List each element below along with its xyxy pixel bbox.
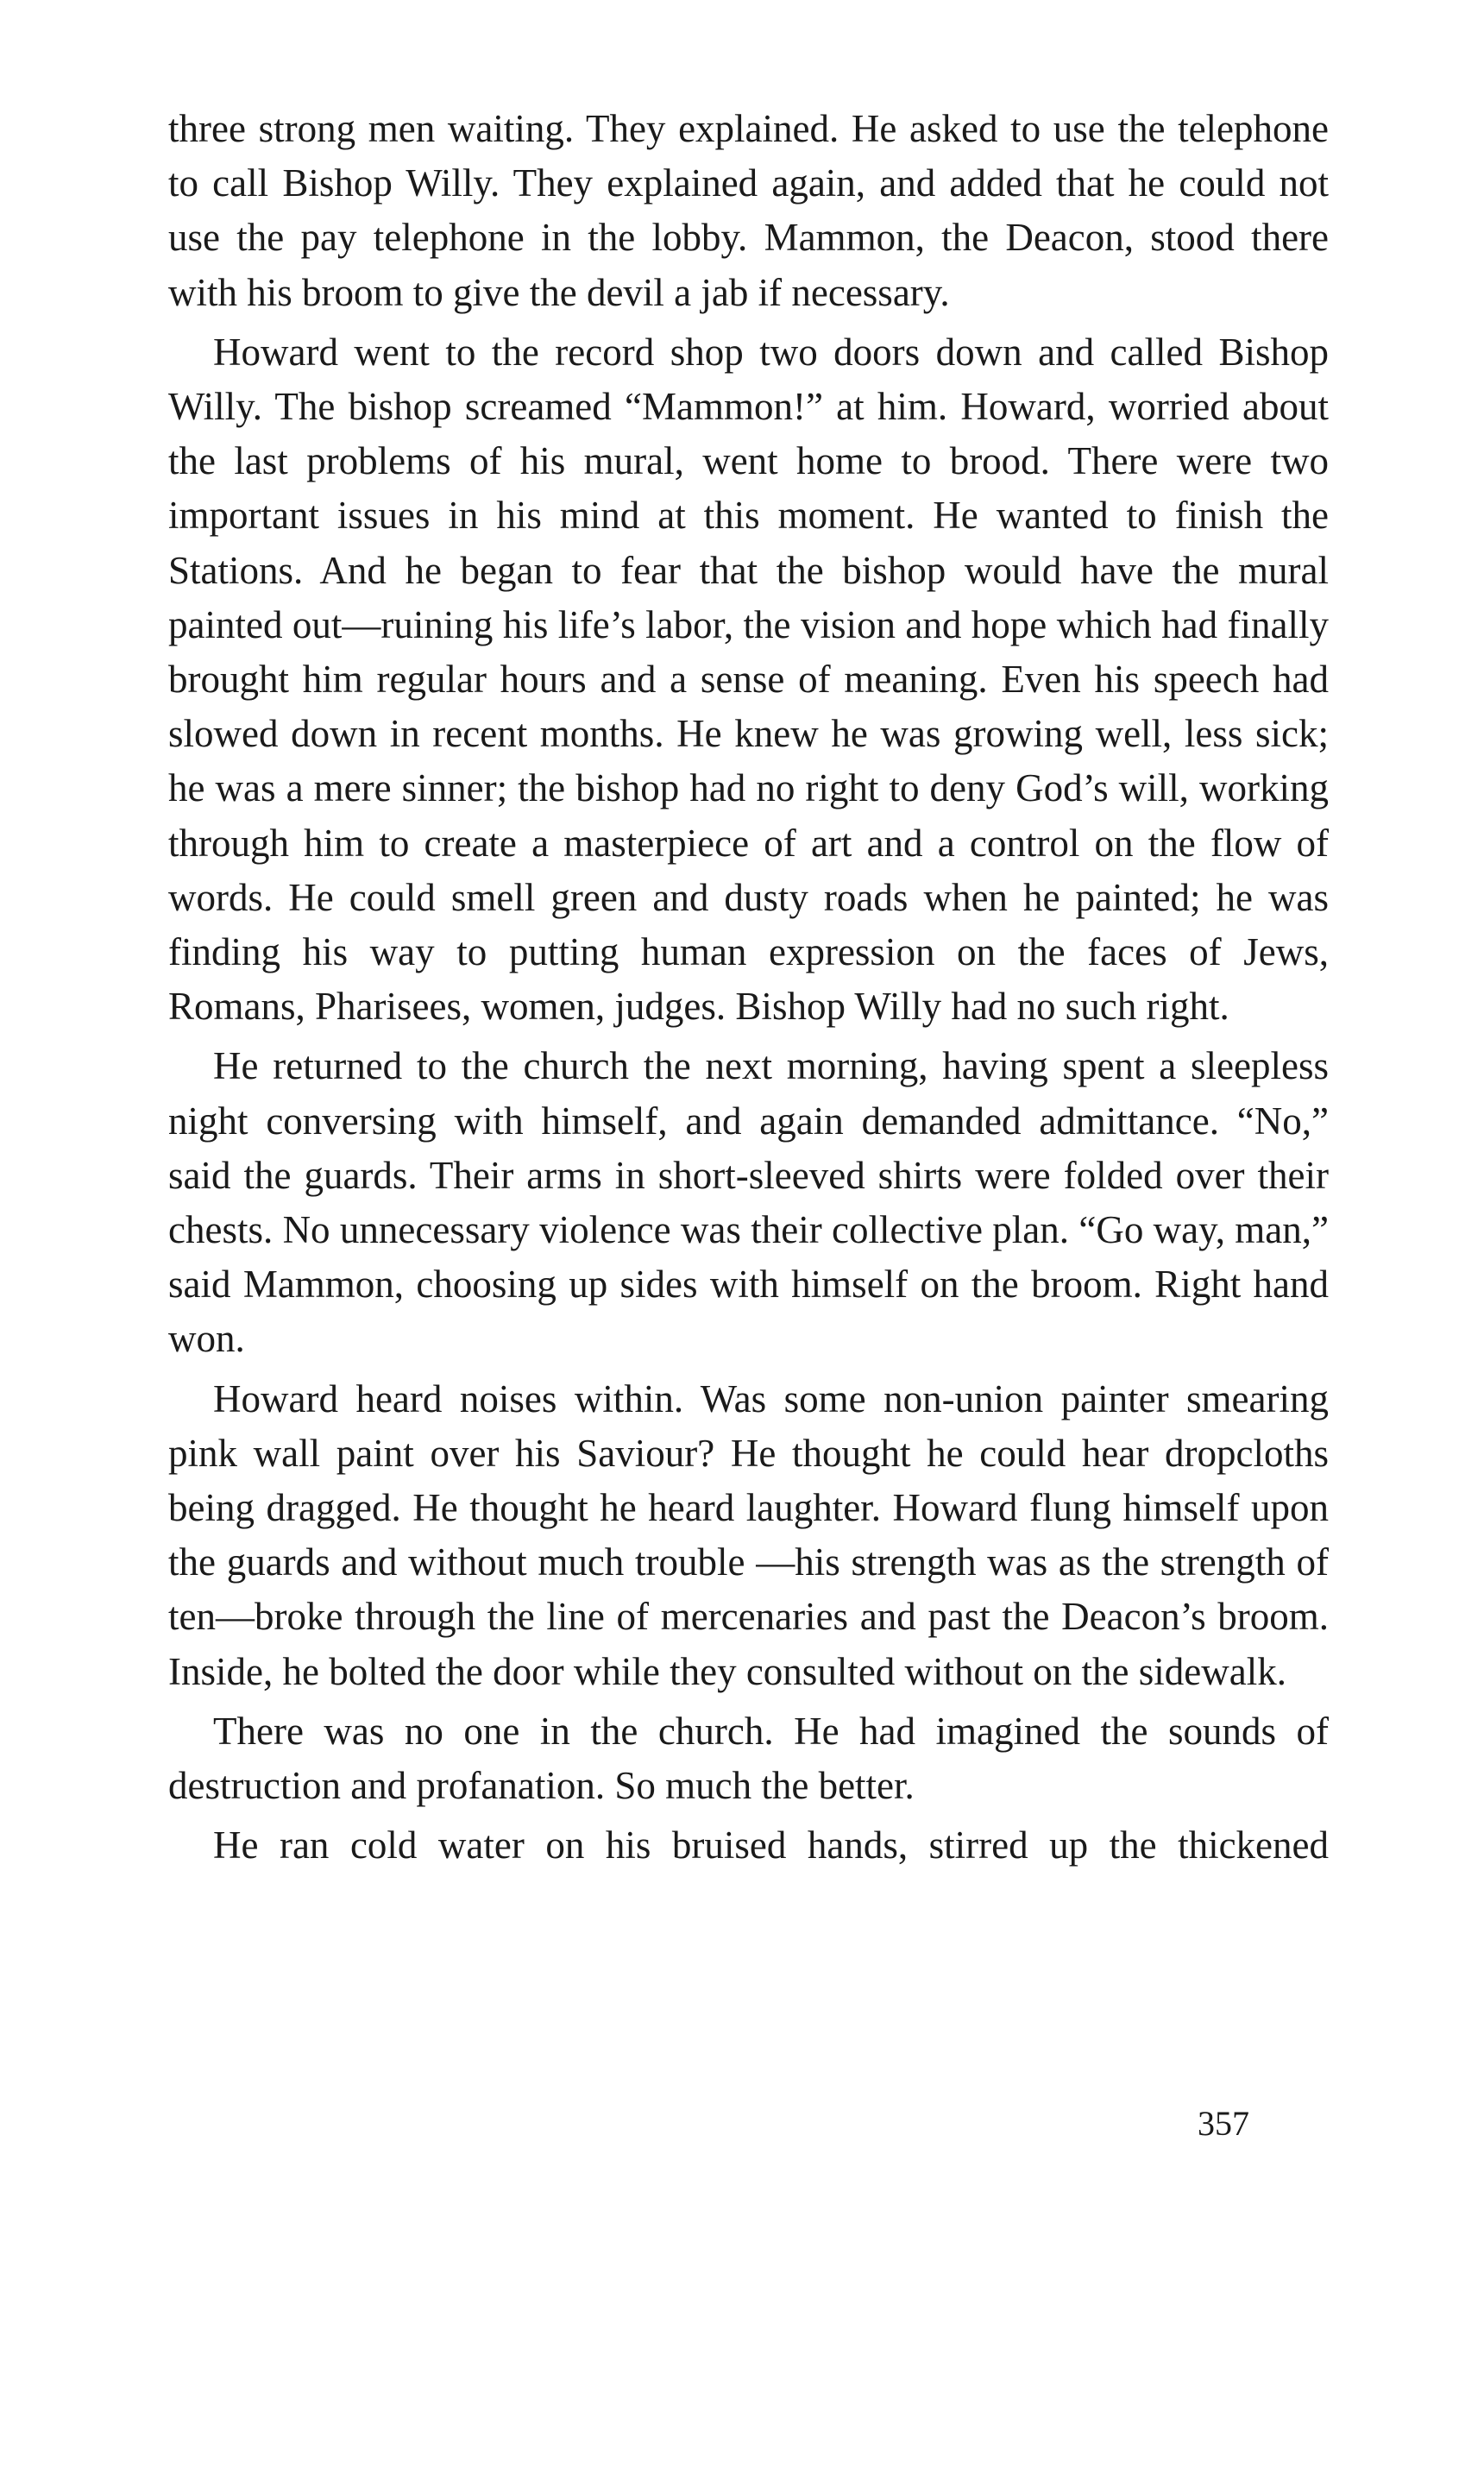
page-number: 357 [1198,2104,1249,2143]
paragraph-2: Howard went to the record shop two doors down and called Bishop Willy. The bishop screamed “Mammon!” at him. Howard, worried about the last problems of his mural, went home to brood. There were two important issues in his mind at this moment. He wanted to finish the Stations. And he began to fear that the bishop would have the mural painted out—ruining his life’s labor, the vision and hope which had finally brought him regular hours and a sense of meaning. Even his speech had slowed down in recent months. He knew he was growing well, less sick; he was a mere sinner; the bishop had no right to deny God’s will, working through him to create a masterpiece of art and a control on the flow of words. He could smell green and dusty roads when he painted; he was finding his way to putting human expression on the faces of Jews, Romans, Pharisees, women, judges. Bishop Willy had no such right. [168,330,1329,1029]
paragraph-1: three strong men waiting. They explained. He asked to use the telephone to call Bishop Willy. They explained again, and added that he could not use the pay telephone in the lobby. Mammon, the Deacon, stood there with his broom to give the devil a jab if necessary. [168,107,1329,314]
body-text [168,102,1329,1879]
paragraph-4: Howard heard noises within. Was some non-union painter smearing pink wall paint over his Saviour? He thought he could hear dropcloths being dragged. He thought he heard laughter. Howard flung himself upon the guards and without much trouble —his strength was as the strength of ten—broke through the line of mercenaries and past the Deacon’s broom. Inside, he bolted the door while they consulted without on the sidewalk. [168,1376,1329,1693]
paragraph-5: There was no one in the church. He had imagined the sounds of destruction and profanation. So much the better. [168,1709,1329,1808]
paragraph-6: He ran cold water on his bruised hands, stirred up the thickened [213,1823,1329,1867]
paragraph-3: He returned to the church the next morning, having spent a sleepless night conversing with himself, and again demanded admittance. “No,” said the guards. Their arms in short-sleeved shirts were folded over their chests. No unnecessary violence was their collective plan. “Go way, man,” said Mammon, choosing up sides with himself on the broom. Right hand won. [168,1044,1329,1361]
